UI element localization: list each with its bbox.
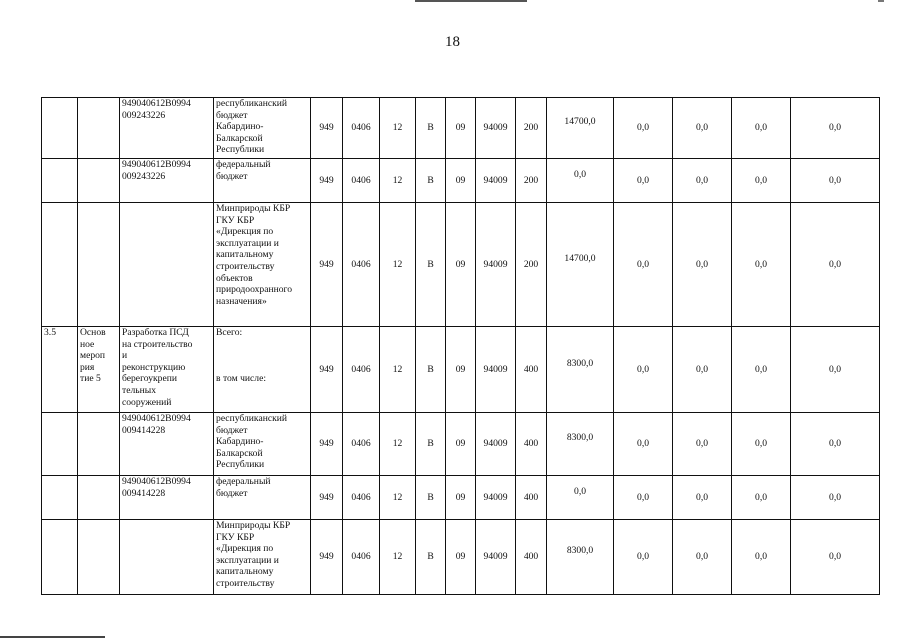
cell-code: 949040612В0994 009243226 xyxy=(122,98,191,121)
cell-total xyxy=(547,476,614,520)
cell-vr: 400 xyxy=(516,476,547,520)
total-value: 8300,0 xyxy=(566,545,594,557)
cell-gp: 12 xyxy=(380,159,416,203)
cell-rzpr: 0406 xyxy=(343,520,380,595)
cell-source: республиканский бюджет Кабардино- Балкарской Республики xyxy=(214,413,311,476)
cell-title: Разработка ПСД на строительство и реконструкцию берегоукрепи тельных сооружений xyxy=(122,327,193,408)
cell-y3: 0,0 xyxy=(732,476,791,520)
page-number: 18 xyxy=(445,34,460,50)
cell-vr: 200 xyxy=(516,203,547,327)
cell-y3: 0,0 xyxy=(732,203,791,327)
cell-y3: 0,0 xyxy=(732,98,791,159)
cell-kind: Основ ное мероп рия тие 5 xyxy=(78,327,120,413)
cell-y1: 0,0 xyxy=(614,476,673,520)
cell-number xyxy=(42,413,78,476)
cell-kind xyxy=(78,413,120,476)
cell-vr: 200 xyxy=(516,159,547,203)
cell-vr: 400 xyxy=(516,413,547,476)
cell-total xyxy=(547,520,614,595)
cell-grbs: 949 xyxy=(311,476,343,520)
cell-y1: 0,0 xyxy=(614,327,673,413)
cell-om: 09 xyxy=(446,159,476,203)
cell-om: 09 xyxy=(446,98,476,159)
cell-title-code xyxy=(120,159,214,203)
scan-mark-bottom xyxy=(0,636,105,638)
cell-vr: 400 xyxy=(516,520,547,595)
cell-source: Минприроды КБР ГКУ КБР «Дирекция по эксплуатации и капитальному строительству объектов природоохранного назначения» xyxy=(214,203,311,327)
cell-gp: 12 xyxy=(380,413,416,476)
cell-grbs: 949 xyxy=(311,98,343,159)
cell-number xyxy=(42,159,78,203)
cell-title-code xyxy=(120,203,214,327)
cell-y1: 0,0 xyxy=(614,413,673,476)
cell-grbs: 949 xyxy=(311,203,343,327)
cell-title-code xyxy=(120,520,214,595)
scan-mark-top-right xyxy=(878,0,884,2)
cell-pgp: В xyxy=(416,476,446,520)
cell-total xyxy=(547,203,614,327)
cell-grbs: 949 xyxy=(311,327,343,413)
table-row xyxy=(42,203,880,327)
cell-y2: 0,0 xyxy=(673,327,732,413)
cell-napr: 94009 xyxy=(476,98,516,159)
cell-y1: 0,0 xyxy=(614,203,673,327)
cell-gp: 12 xyxy=(380,327,416,413)
cell-y4: 0,0 xyxy=(791,203,880,327)
cell-source: федеральный бюджет xyxy=(214,159,311,203)
cell-y1: 0,0 xyxy=(614,98,673,159)
total-value: 8300,0 xyxy=(566,432,594,444)
table-row xyxy=(42,159,880,203)
cell-y4: 0,0 xyxy=(791,476,880,520)
table-row xyxy=(42,476,880,520)
cell-code: 949040612В0994 009414228 xyxy=(122,413,191,436)
cell-y2: 0,0 xyxy=(673,98,732,159)
cell-title-code xyxy=(120,413,214,476)
cell-y4: 0,0 xyxy=(791,327,880,413)
table-row xyxy=(42,327,880,413)
total-value: 14700,0 xyxy=(564,252,596,264)
cell-y2: 0,0 xyxy=(673,203,732,327)
cell-y2: 0,0 xyxy=(673,159,732,203)
cell-number xyxy=(42,203,78,327)
table-row xyxy=(42,98,880,159)
cell-om: 09 xyxy=(446,413,476,476)
cell-grbs: 949 xyxy=(311,159,343,203)
cell-napr: 94009 xyxy=(476,203,516,327)
cell-gp: 12 xyxy=(380,203,416,327)
cell-title-code xyxy=(120,327,214,413)
cell-om: 09 xyxy=(446,476,476,520)
cell-vr: 200 xyxy=(516,98,547,159)
cell-code: 949040612В0994 009243226 xyxy=(122,159,191,182)
total-value: 0,0 xyxy=(574,485,587,497)
cell-y2: 0,0 xyxy=(673,476,732,520)
cell-rzpr: 0406 xyxy=(343,413,380,476)
cell-om: 09 xyxy=(446,327,476,413)
cell-total xyxy=(547,159,614,203)
cell-gp: 12 xyxy=(380,98,416,159)
cell-om: 09 xyxy=(446,520,476,595)
total-value: 0,0 xyxy=(574,168,587,180)
cell-grbs: 949 xyxy=(311,413,343,476)
cell-kind xyxy=(78,203,120,327)
cell-y1: 0,0 xyxy=(614,159,673,203)
cell-y2: 0,0 xyxy=(673,520,732,595)
cell-title-code xyxy=(120,476,214,520)
cell-total xyxy=(547,98,614,159)
cell-napr: 94009 xyxy=(476,413,516,476)
cell-gp: 12 xyxy=(380,520,416,595)
cell-y4: 0,0 xyxy=(791,520,880,595)
cell-pgp: В xyxy=(416,520,446,595)
cell-gp: 12 xyxy=(380,476,416,520)
cell-napr: 94009 xyxy=(476,476,516,520)
cell-pgp: В xyxy=(416,159,446,203)
cell-number xyxy=(42,520,78,595)
cell-om: 09 xyxy=(446,203,476,327)
cell-kind xyxy=(78,476,120,520)
cell-y2: 0,0 xyxy=(673,413,732,476)
cell-number xyxy=(42,476,78,520)
cell-napr: 94009 xyxy=(476,520,516,595)
cell-pgp: В xyxy=(416,413,446,476)
cell-y3: 0,0 xyxy=(732,159,791,203)
cell-total xyxy=(547,413,614,476)
cell-rzpr: 0406 xyxy=(343,203,380,327)
cell-y4: 0,0 xyxy=(791,98,880,159)
cell-y3: 0,0 xyxy=(732,413,791,476)
cell-pgp: В xyxy=(416,98,446,159)
cell-number xyxy=(42,98,78,159)
cell-y4: 0,0 xyxy=(791,413,880,476)
cell-code: 949040612В0994 009414228 xyxy=(122,476,191,499)
cell-pgp: В xyxy=(416,327,446,413)
cell-source: федеральный бюджет xyxy=(214,476,311,520)
cell-vr: 400 xyxy=(516,327,547,413)
budget-table xyxy=(41,97,880,595)
cell-kind xyxy=(78,159,120,203)
cell-pgp: В xyxy=(416,203,446,327)
total-value: 8300,0 xyxy=(566,357,594,369)
table-row xyxy=(42,413,880,476)
cell-y1: 0,0 xyxy=(614,520,673,595)
cell-rzpr: 0406 xyxy=(343,98,380,159)
cell-y3: 0,0 xyxy=(732,327,791,413)
scan-mark-top xyxy=(415,0,527,2)
table-row xyxy=(42,520,880,595)
cell-source: республиканский бюджет Кабардино- Балкарской Республики xyxy=(214,98,311,159)
cell-title-code xyxy=(120,98,214,159)
cell-grbs: 949 xyxy=(311,520,343,595)
cell-y3: 0,0 xyxy=(732,520,791,595)
cell-total xyxy=(547,327,614,413)
cell-napr: 94009 xyxy=(476,159,516,203)
cell-kind xyxy=(78,98,120,159)
total-value: 14700,0 xyxy=(564,116,596,128)
cell-rzpr: 0406 xyxy=(343,476,380,520)
cell-rzpr: 0406 xyxy=(343,159,380,203)
cell-source: Всего: в том числе: xyxy=(214,327,311,413)
cell-kind xyxy=(78,520,120,595)
cell-rzpr: 0406 xyxy=(343,327,380,413)
cell-source: Минприроды КБР ГКУ КБР «Дирекция по эксплуатации и капитальному строительству xyxy=(214,520,311,595)
cell-number: 3.5 xyxy=(42,327,78,413)
cell-y4: 0,0 xyxy=(791,159,880,203)
cell-napr: 94009 xyxy=(476,327,516,413)
